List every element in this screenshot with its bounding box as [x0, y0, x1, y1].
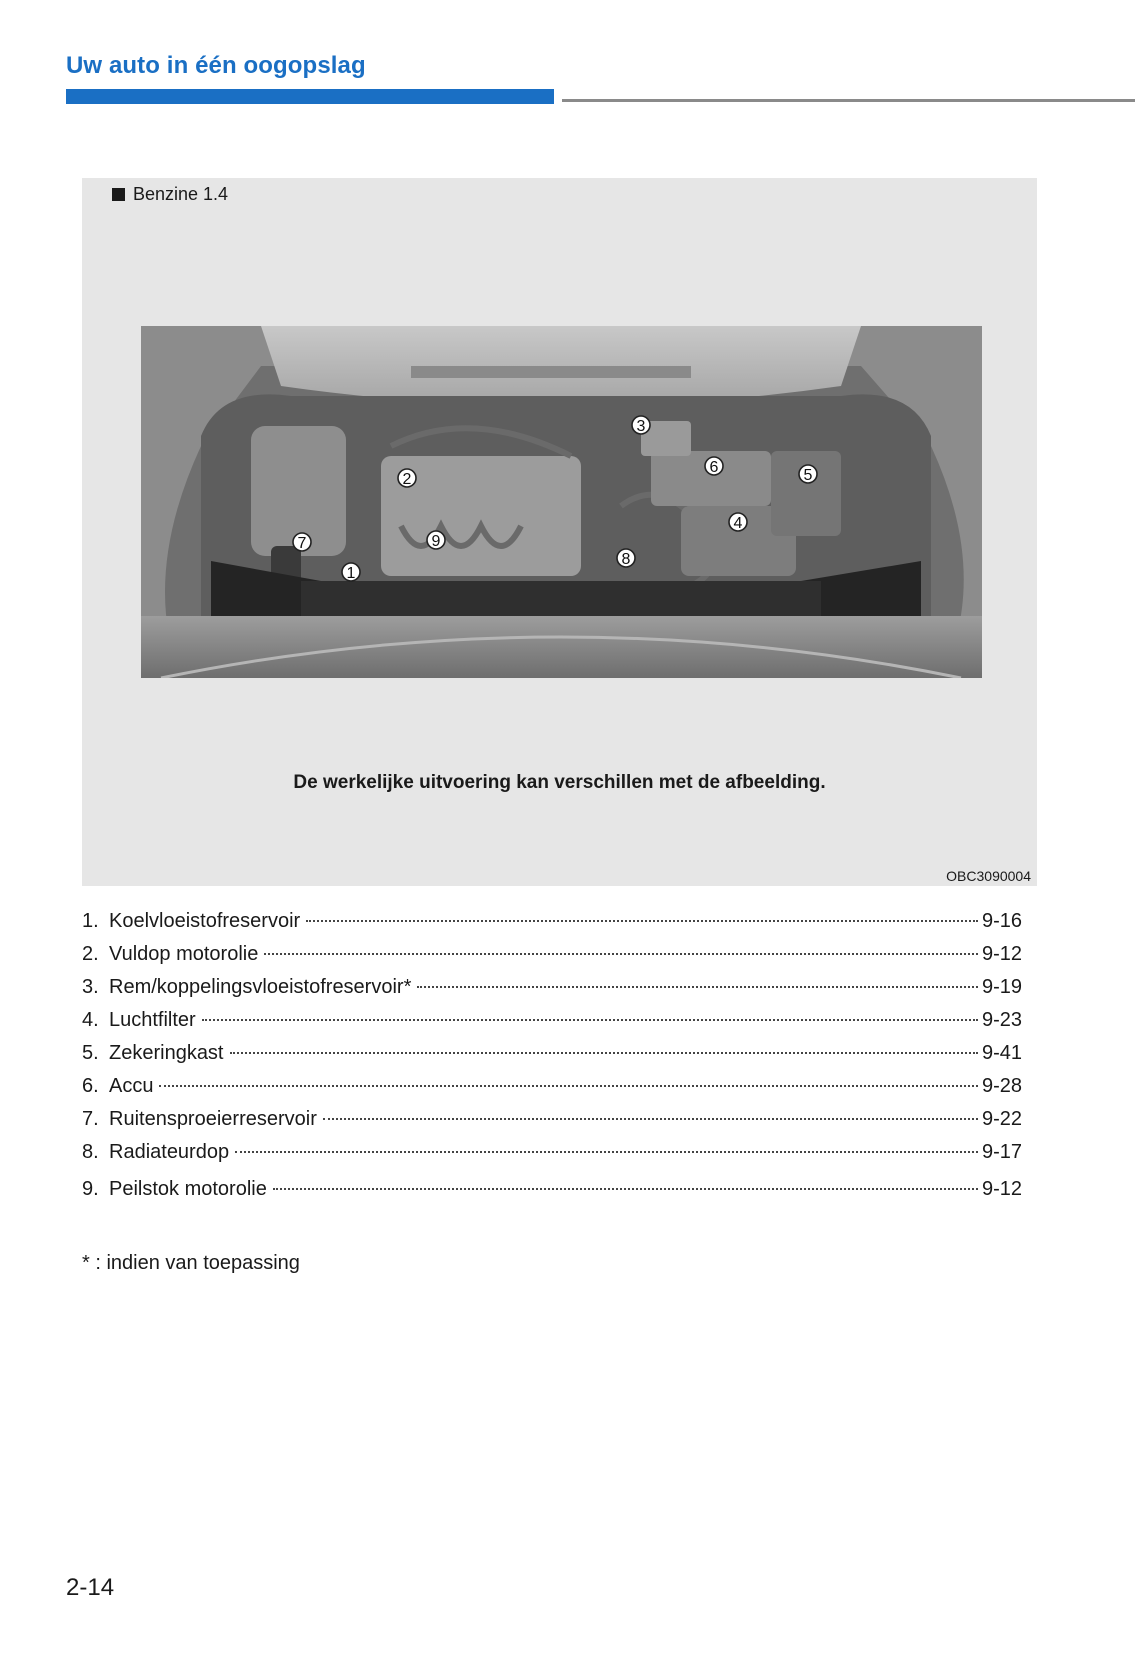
item-page-ref: 9-19 [981, 976, 1022, 998]
svg-text:1: 1 [346, 565, 356, 582]
list-item [82, 1009, 1022, 1042]
page-number: 2-14 [66, 1574, 115, 1601]
svg-text:2: 2 [402, 471, 412, 488]
item-label: Ruitensproeierreservoir [109, 1108, 317, 1130]
list-item [82, 1141, 1022, 1174]
item-label: Peilstok motorolie [109, 1178, 267, 1200]
item-page-ref: 9-12 [981, 943, 1022, 965]
item-label: Vuldop motorolie [109, 943, 259, 965]
dot-leader [235, 1151, 978, 1153]
item-label: Radiateurdop [109, 1141, 230, 1163]
footnote: * : indien van toepassing [82, 1252, 300, 1274]
svg-text:9: 9 [431, 533, 441, 550]
list-item [82, 1108, 1022, 1141]
item-number: 8. [82, 1141, 99, 1163]
item-page-ref: 9-17 [981, 1141, 1022, 1163]
callout-1 [342, 563, 360, 582]
item-number: 6. [82, 1075, 99, 1097]
item-number: 9. [82, 1178, 99, 1200]
item-number: 3. [82, 976, 99, 998]
callout-6 [705, 457, 723, 476]
dot-leader [306, 920, 978, 922]
item-page-ref: 9-23 [981, 1009, 1022, 1031]
list-item [82, 910, 1022, 943]
square-bullet-icon [112, 188, 125, 201]
header-rule [562, 99, 1135, 102]
figure-label-text: Benzine 1.4 [133, 184, 229, 204]
header-accent-bar [66, 89, 554, 104]
item-label: Koelvloeistofreservoir [109, 910, 301, 932]
item-page-ref: 9-41 [981, 1042, 1022, 1064]
callout-9 [427, 531, 445, 550]
item-label: Zekeringkast [109, 1042, 224, 1064]
callout-7 [293, 533, 311, 552]
item-label: Accu [109, 1075, 154, 1097]
dot-leader [159, 1085, 978, 1087]
svg-text:8: 8 [621, 551, 631, 568]
item-number: 5. [82, 1042, 99, 1064]
callout-2 [398, 469, 416, 488]
dot-leader [230, 1052, 978, 1054]
item-number: 7. [82, 1108, 99, 1130]
item-page-ref: 9-28 [981, 1075, 1022, 1097]
list-item [82, 1075, 1022, 1108]
svg-text:6: 6 [709, 459, 719, 476]
figure-label [112, 184, 228, 205]
item-number: 4. [82, 1009, 99, 1031]
svg-text:7: 7 [297, 535, 307, 552]
svg-text:4: 4 [733, 515, 743, 532]
dot-leader [323, 1118, 978, 1120]
engine-figure [82, 178, 1037, 886]
item-page-ref: 9-16 [981, 910, 1022, 932]
dot-leader [264, 953, 978, 955]
item-label: Rem/koppelingsvloeistofreservoir* [109, 976, 412, 998]
dot-leader [417, 986, 978, 988]
item-number: 1. [82, 910, 99, 932]
item-page-ref: 9-22 [981, 1108, 1022, 1130]
list-item [82, 976, 1022, 1009]
callout-3 [632, 416, 650, 435]
dot-leader [202, 1019, 978, 1021]
svg-text:5: 5 [803, 467, 813, 484]
figure-code: OBC3090004 [946, 868, 1031, 884]
figure-caption: De werkelijke uitvoering kan verschillen met de afbeelding. [293, 772, 826, 793]
engine-bay-illustration [141, 326, 982, 678]
item-page-ref: 9-12 [981, 1178, 1022, 1200]
svg-text:3: 3 [636, 418, 646, 435]
section-title: Uw auto in één oogopslag [66, 52, 366, 79]
list-item [82, 943, 1022, 976]
item-number: 2. [82, 943, 99, 965]
callout-8 [617, 549, 635, 568]
item-label: Luchtfilter [109, 1009, 196, 1031]
component-list [82, 910, 1022, 1211]
dot-leader [273, 1188, 978, 1190]
callout-4 [729, 513, 747, 532]
list-item [82, 1042, 1022, 1075]
list-item [82, 1178, 1022, 1211]
callout-5 [799, 465, 817, 484]
